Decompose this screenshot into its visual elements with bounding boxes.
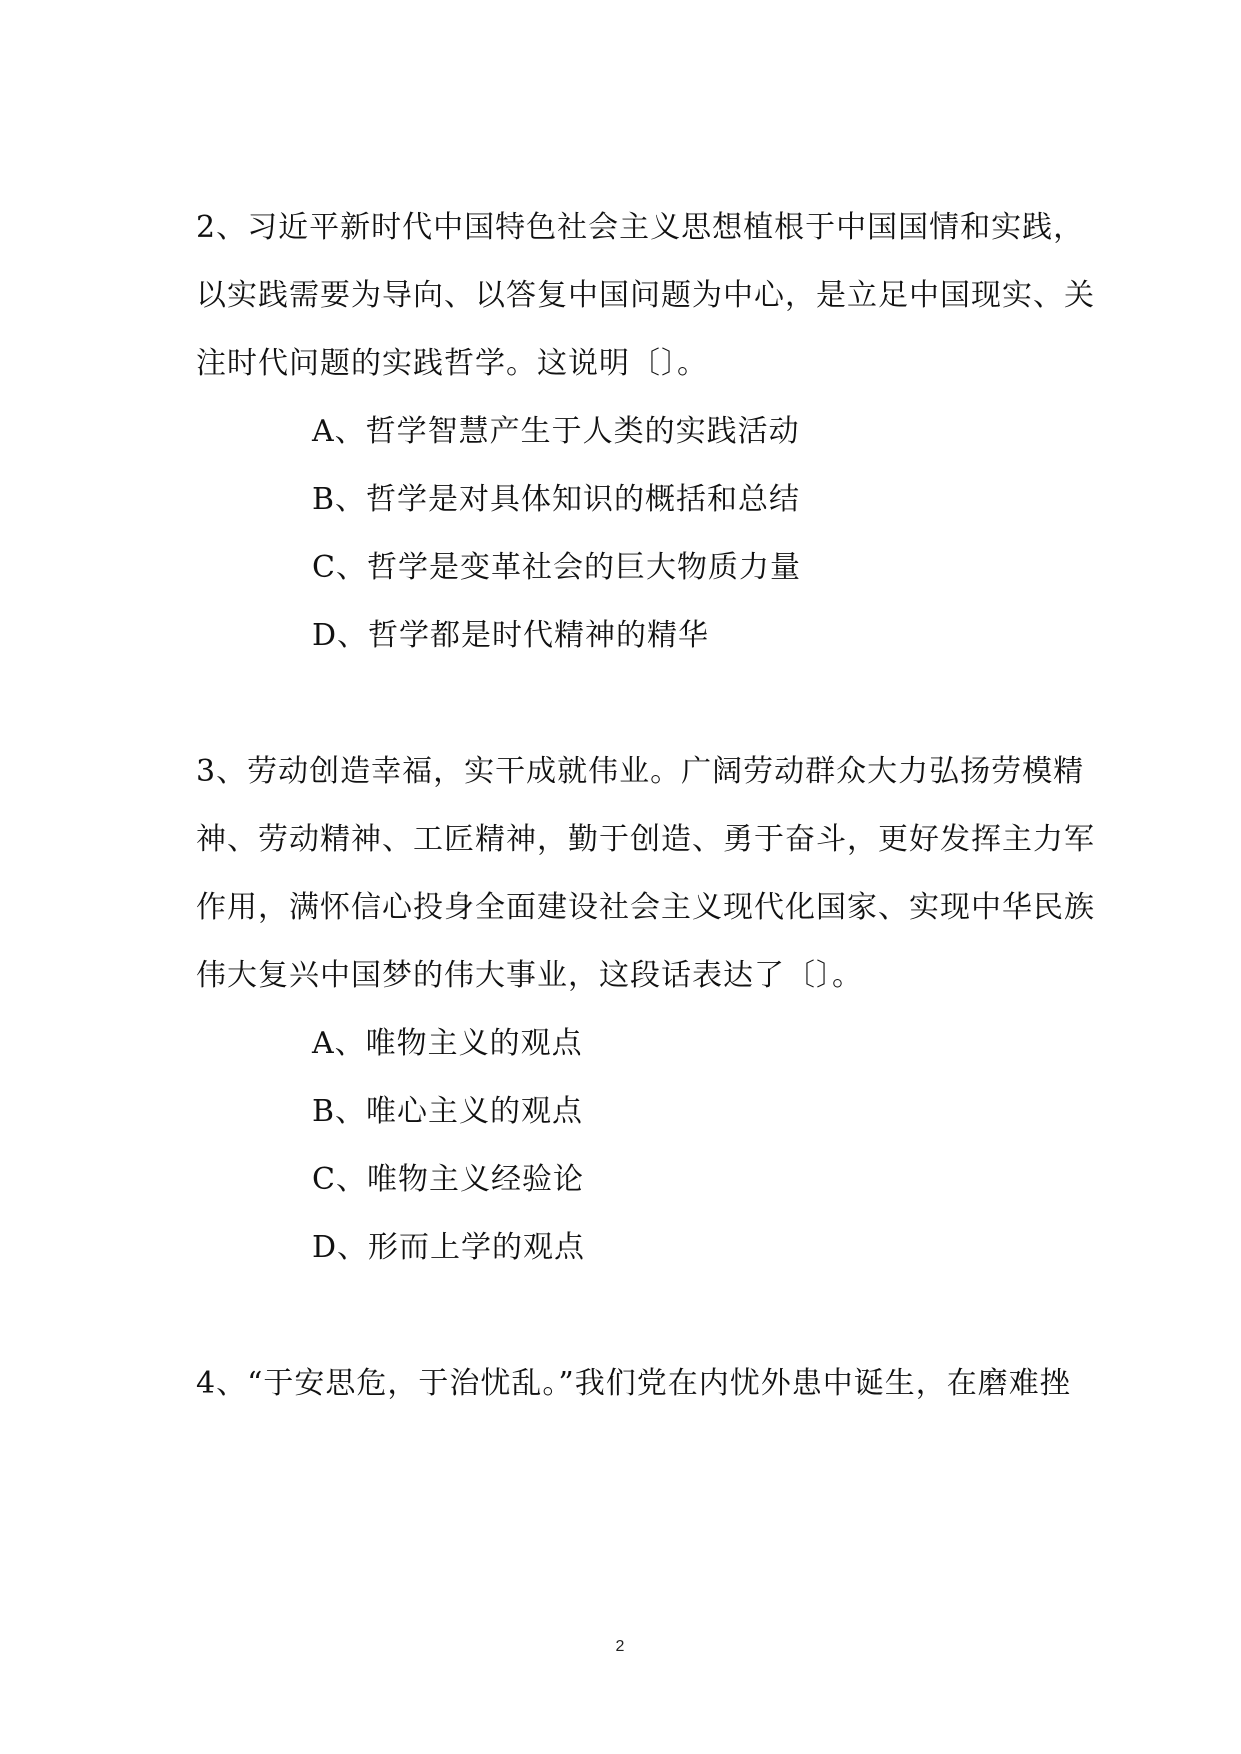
page-number: 2 (615, 1638, 625, 1655)
question-3-option-a: A、唯物主义的观点 (312, 1026, 583, 1061)
question-2-option-a: A、哲学智慧产生于人类的实践活动 (312, 414, 800, 449)
question-3-stem-line-1: 3、劳动创造幸福，实干成就伟业。广阔劳动群众大力弘扬劳模精 (196, 754, 1085, 789)
question-3-option-b: B、唯心主义的观点 (312, 1094, 584, 1129)
question-3-option-d: D、形而上学的观点 (312, 1230, 586, 1265)
question-2-option-b: B、哲学是对具体知识的概括和总结 (312, 482, 801, 517)
question-2-stem-line-2: 以实践需要为导向、以答复中国问题为中心，是立足中国现实、关 (196, 278, 1095, 313)
question-3-stem-line-2: 神、劳动精神、工匠精神，勤于创造、勇于奋斗，更好发挥主力军 (196, 822, 1095, 857)
question-3-option-c: C、唯物主义经验论 (312, 1162, 584, 1197)
question-3-stem-line-4: 伟大复兴中国梦的伟大事业，这段话表达了〔〕。 (196, 958, 863, 993)
question-2-stem-line-1: 2、习近平新时代中国特色社会主义思想植根于中国国情和实践， (196, 210, 1085, 245)
question-2-option-d: D、哲学都是时代精神的精华 (312, 618, 710, 653)
question-2-stem-line-3: 注时代问题的实践哲学。这说明〔〕。 (196, 346, 708, 381)
question-4-stem-line-1: 4、“于安思危，于治忧乱。”我们党在内忧外患中诞生，在磨难挫 (196, 1366, 1071, 1401)
question-3-stem-line-3: 作用，满怀信心投身全面建设社会主义现代化国家、实现中华民族 (196, 890, 1095, 925)
question-2-option-c: C、哲学是变革社会的巨大物质力量 (312, 550, 801, 585)
